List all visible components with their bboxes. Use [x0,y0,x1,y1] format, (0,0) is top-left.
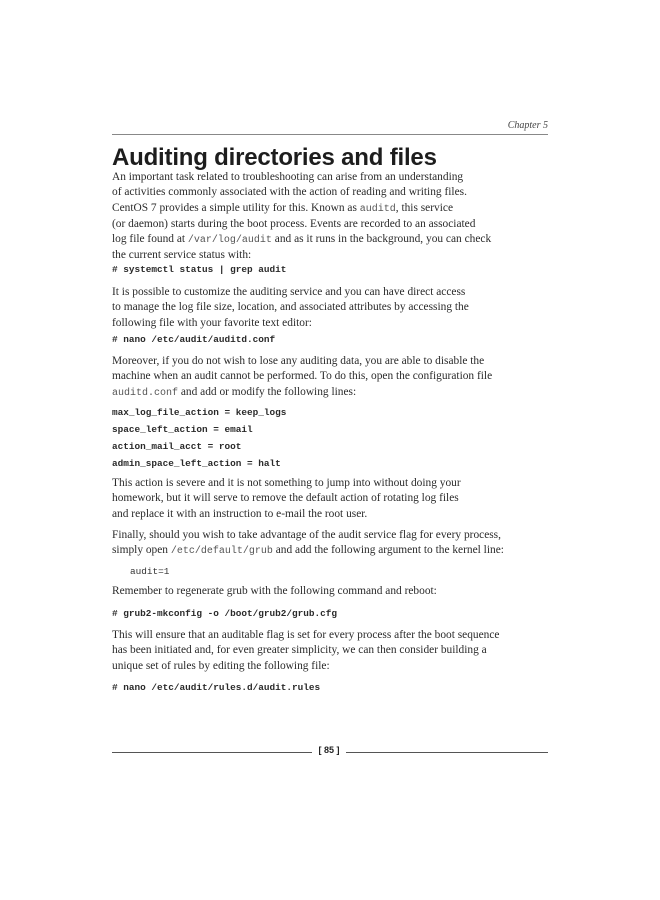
config-line: admin_space_left_action = halt [112,458,281,469]
paragraph-line: has been initiated and, for even greater simplicity, we can then consider building a [112,644,487,657]
paragraph-line: machine when an audit cannot be performed. To do this, open the configuration file [112,370,493,383]
inline-code: /var/log/audit [187,235,272,247]
paragraph-line [112,232,552,248]
paragraph-line: homework, but it will serve to remove the default action of rotating log files [112,492,459,505]
config-line: space_left_action = email [112,424,253,435]
paragraph-regenerate [112,584,552,599]
paragraph-line [112,201,552,217]
code-line-systemctl: # systemctl status | grep audit [112,264,287,275]
paragraph-line [112,385,552,401]
section-heading: Auditing directories and files [112,144,437,171]
paragraph-line: of activities commonly associated with the action of reading and writing files. [112,186,467,199]
text-run: simply open [112,544,171,557]
footer-rule-left [112,752,312,753]
paragraph-line: following file with your favorite text editor: [112,316,312,329]
paragraph-line [112,543,552,559]
text-run: and as it runs in the background, you can check [271,233,492,246]
inline-code: auditd [359,203,396,215]
inline-code: /etc/default/grub [170,546,273,558]
paragraph-line: the current service status with: [112,249,252,262]
paragraph-line: This action is severe and it is not something to jump into without doing your [112,477,461,489]
config-line: max_log_file_action = keep_logs [112,407,287,418]
code-line-auditd-conf: # nano /etc/audit/auditd.conf [112,334,276,345]
paragraph-line: Finally, should you wish to take advantage of the audit service flag for every process, [112,529,501,541]
text-run: , this service [395,201,454,214]
paragraph-line: Moreover, if you do not wish to lose any auditing data, you are able to disable the [112,355,485,367]
paragraph-line: An important task related to troubleshooting can arise from an understanding [112,171,464,183]
paragraph-intro [112,170,552,264]
paragraph-ensure [112,628,552,674]
paragraph-severe [112,476,552,522]
text-run: and add or modify the following lines: [178,385,357,398]
inline-code: auditd.conf [112,387,179,399]
paragraph-moreover [112,354,552,401]
running-head: Chapter 5 [112,120,548,135]
text-run: and add the following argument to the kernel line: [272,544,504,557]
footer-rule-right [346,752,548,753]
paragraph-line: This will ensure that an auditable flag is set for every process after the boot sequence [112,629,500,641]
paragraph-customize [112,285,552,331]
paragraph-line: Remember to regenerate grub with the following command and reboot: [112,585,437,597]
paragraph-line: to manage the log file size, location, and associated attributes by accessing the [112,301,469,314]
paragraph-line: (or daemon) starts during the boot process. Events are recorded to an associated [112,217,476,230]
page-number: [ 85 ] [318,745,340,755]
paragraph-line: and replace it with an instruction to e-mail the root user. [112,507,368,520]
code-line-audit-rules: # nano /etc/audit/rules.d/audit.rules [112,682,321,693]
kernel-argument: audit=1 [130,566,170,577]
paragraph-line: unique set of rules by editing the following file: [112,659,330,672]
paragraph-line: It is possible to customize the auditing service and you can have direct access [112,286,466,298]
config-line: action_mail_acct = root [112,441,242,452]
code-line-grub2-mkconfig: # grub2-mkconfig -o /boot/grub2/grub.cfg [112,608,338,619]
paragraph-finally [112,528,552,560]
text-run: log file found at [112,233,188,246]
text-run: CentOS 7 provides a simple utility for this. Known as [112,201,360,214]
